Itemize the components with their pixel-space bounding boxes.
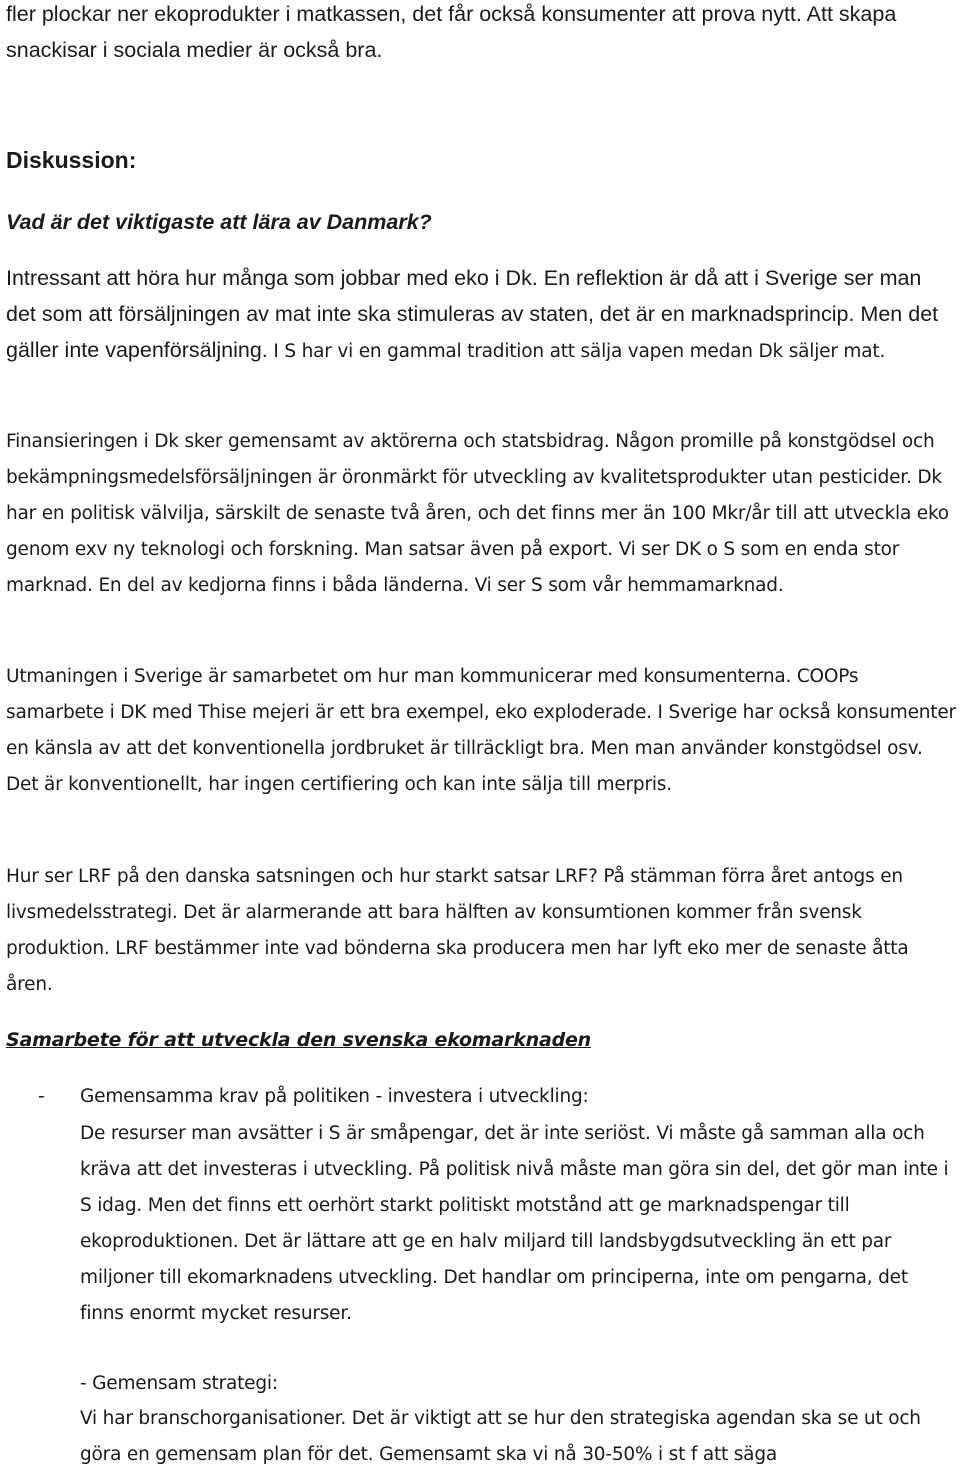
intro-paragraph: fler plockar ner ekoprodukter i matkassen, det får också konsumenter att prova nytt. Att skapa snackisar i sociala medier är också bra.: [6, 2, 897, 62]
bullet-dash: -: [38, 1086, 45, 1107]
bullet-heading-politics: Gemensamma krav på politiken - investera i utveckling:: [80, 1086, 589, 1107]
paragraph-lrf: Hur ser LRF på den danska satsningen och hur starkt satsar LRF? På stämman förra året antogs en livsmedelsstrategi. Det är alarmerande att bara hälften av konsumtionen kommer från svensk produktion. LRF bestämmer inte vad bönderna ska producera men har lyft eko mer de senaste åtta åren.: [6, 866, 909, 995]
paragraph-reflection: [6, 260, 956, 370]
discussion-question: Vad är det viktigaste att lära av Danmark?: [6, 210, 432, 234]
bullet-body-politics: De resurser man avsätter i S är småpengar, det är inte seriöst. Vi måste gå samman alla och kräva att det investeras i utveckling. På politisk nivå måste man göra sin del, det gör man inte i S idag. Men det finns ett oerhört starkt politiskt motstånd att ge marknadspengar till ekoproduktionen. Det är lättare att ge en halv miljard till landsbygdsutveckling än ett par miljoner till ekomarknadens utveckling. Det handlar om principerna, inte om pengarna, det finns enormt mycket resurser.: [80, 1123, 949, 1324]
discussion-heading: Diskussion:: [6, 147, 137, 173]
paragraph-reflection-part2: I S har vi en gammal tradition att sälja vapen medan Dk säljer mat.: [267, 341, 886, 362]
paragraph-challenge: Utmaningen i Sverige är samarbetet om hur man kommunicerar med konsumenterna. COOPs samarbete i DK med Thise mejeri är ett bra exempel, eko exploderade. I Sverige har också konsumenter en känsla av att det konventionella jordbruket är tillräckligt bra. Men man använder konstgödsel osv. Det är konventionellt, har ingen certifiering och kan inte sälja till merpris.: [6, 666, 956, 795]
paragraph-reflection-part1: Intressant att höra hur många som jobbar med eko i Dk. En reflektion är då att i Sverige ser man det som att försäljningen av mat inte ska stimuleras av staten, det är en marknadsprincip. Men det gäller inte vapenförsäljning.: [6, 266, 939, 362]
bullet-body-strategy: Vi har branschorganisationer. Det är viktigt att se hur den strategiska agendan ska se ut och göra en gemensam plan för det. Gemensamt ska vi nå 30-50% i st f att säga: [80, 1408, 921, 1465]
paragraph-financing: Finansieringen i Dk sker gemensamt av aktörerna och statsbidrag. Någon promille på konstgödsel och bekämpningsmedelsförsäljningen är öronmärkt för utveckling av kvalitetsprodukter utan pesticider. Dk har en politisk välvilja, särskilt de senaste två åren, och det finns mer än 100 Mkr/år till att utveckla eko genom exv ny teknologi och forskning. Man satsar även på export. Vi ser DK o S som en enda stor marknad. En del av kedjorna finns i båda länderna. Vi ser S som vår hemmamarknad.: [6, 431, 949, 596]
section-title: Samarbete för att utveckla den svenska ekomarknaden: [6, 1029, 591, 1051]
bullet-heading-strategy: - Gemensam strategi:: [80, 1373, 278, 1394]
